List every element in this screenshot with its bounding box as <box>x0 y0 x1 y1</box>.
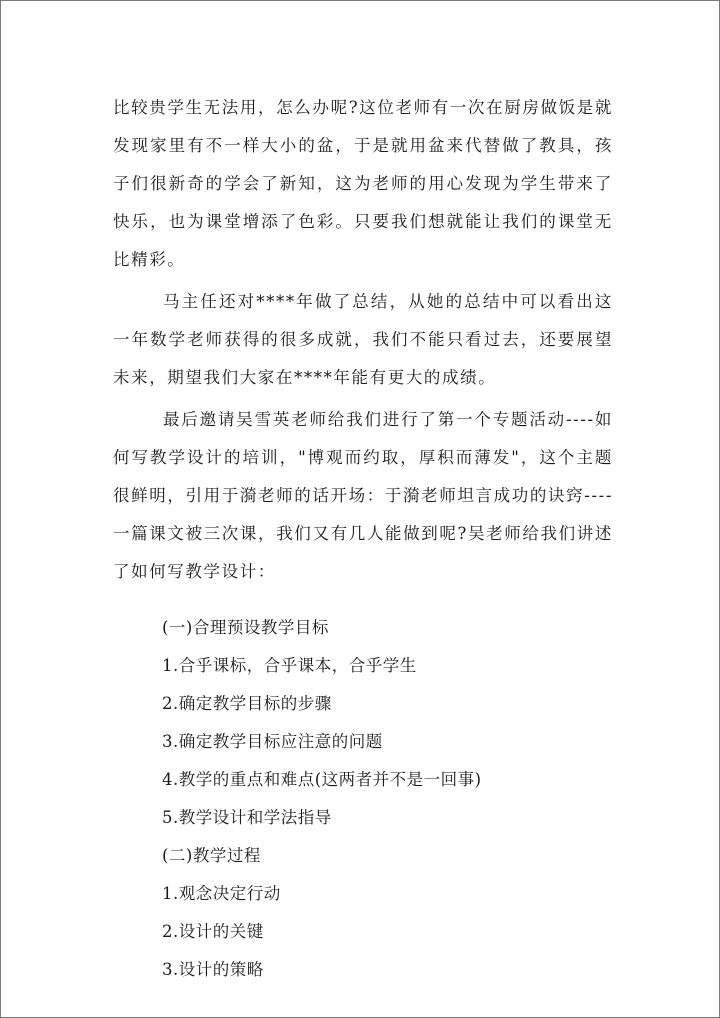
outline-item: 3.确定教学目标应注意的问题 <box>162 732 383 751</box>
outline-item: 3.设计的策略 <box>162 960 264 979</box>
paragraph-training: 最后邀请吴雪英老师给我们进行了第一个专题活动----如何写教学设计的培训，"博观而约取，厚积而薄发"，这个主题很鲜明，引用于漪老师的话开场：于漪老师坦言成功的诀窍----一篇课文被三次课，我们又有几人能做到呢?吴老师给我们讲述了如何写教学设计： <box>113 410 613 581</box>
outline-heading-1: (一)合理预设教学目标 <box>162 618 329 637</box>
outline-item: 5.教学设计和学法指导 <box>162 808 332 827</box>
outline-item: 1.观念决定行动 <box>162 884 281 903</box>
paragraph-continuation: 比较贵学生无法用，怎么办呢?这位老师有一次在厨房做饭是就发现家里有不一样大小的盆，于是就用盆来代替做了教具，孩子们很新奇的学会了新知，这为老师的用心发现为学生带来了快乐，也为课堂增添了色彩。只要我们想就能让我们的课堂无比精彩。 <box>113 98 613 269</box>
outline-item: 1.合乎课标，合乎课本，合乎学生 <box>162 656 417 675</box>
paragraph-summary: 马主任还对****年做了总结，从她的总结中可以看出这一年数学老师获得的很多成就，我们不能只看过去，还要展望未来，期望我们大家在****年能有更大的成绩。 <box>113 292 613 387</box>
outline-item: 4.教学的重点和难点(这两者并不是一回事) <box>162 770 482 789</box>
document-body <box>113 89 613 989</box>
outline-item: 2.确定教学目标的步骤 <box>162 694 332 713</box>
outline-heading-2: (二)教学过程 <box>162 846 261 865</box>
outline-item: 2.设计的关键 <box>162 922 264 941</box>
outline-list <box>113 609 613 989</box>
